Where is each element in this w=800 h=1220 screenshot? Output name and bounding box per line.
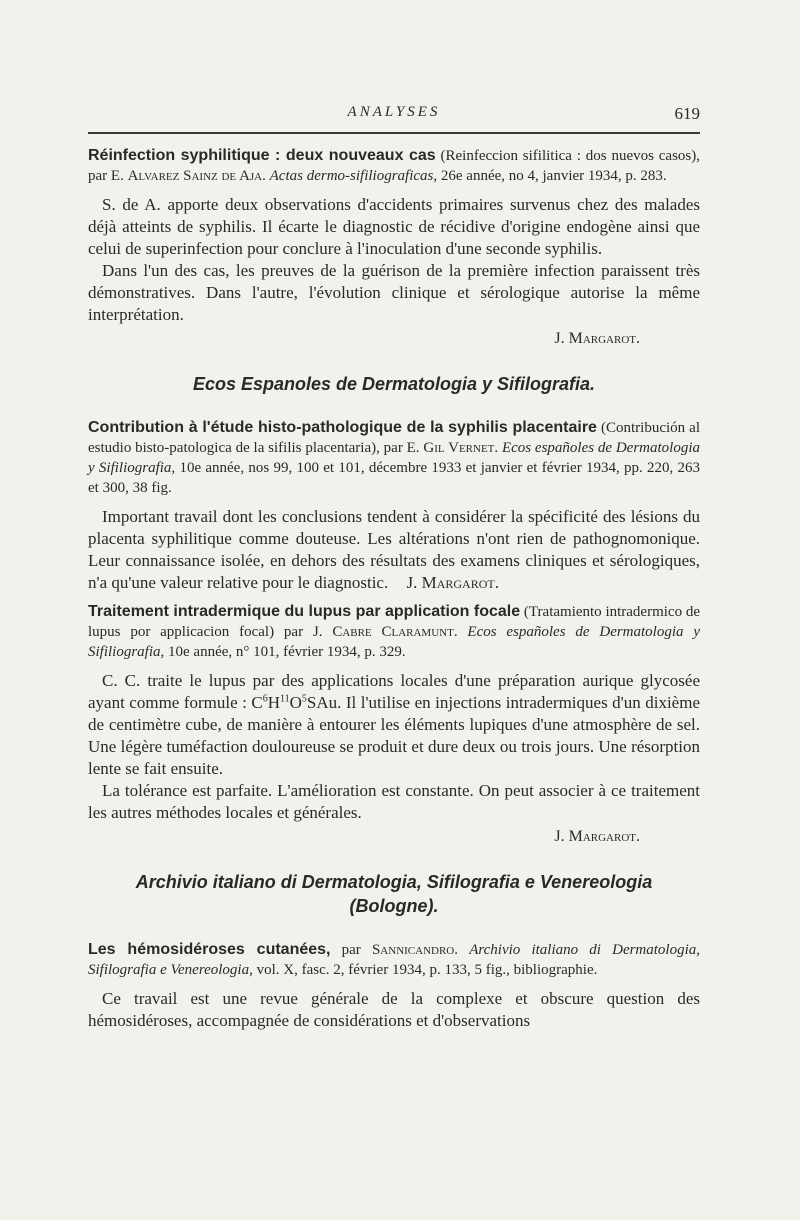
citation-text: 26e année, no 4, janvier 1934, p. 283. xyxy=(437,168,667,184)
article-1-author: Alvarez Sainz de Aja xyxy=(127,168,263,184)
article-2-paragraph-1 xyxy=(88,506,700,594)
paragraph-text: C. C. traite le lupus par des applications locales d'une préparation aurique glycosée ayant comme formule : C xyxy=(88,671,700,712)
article-4-author: Sannicandro xyxy=(371,942,455,958)
paragraph-text: SAu. Il l'utilise en injections intradermiques d'un dixième de centimètre cube, de manière à entourer les éléments lupiques d'une atmosphère de sel. Une légère tuméfaction douloureuse se produit et dure deux ou trois jours. Une résorption lente se fait ensuite. xyxy=(88,693,700,778)
formula-subscript: 6 xyxy=(262,693,268,705)
formula-element: O xyxy=(289,693,302,712)
citation-text: 10e année, n° 101, février 1934, p. 329. xyxy=(164,644,406,660)
section-heading-line: (Bologne). xyxy=(349,896,439,916)
article-4-journal: Archivio italiano di Dermatologia, Sifilografia e Venereologia, xyxy=(88,942,701,978)
running-title: ANALYSES xyxy=(347,104,441,120)
article-1-paragraph-2: Dans l'un des cas, les preuves de la guérison de la première infection paraissent très démonstratives. Dans l'autre, l'évolution clinique et sérologique autorise la même interprétation. xyxy=(88,261,700,324)
article-1-title: Réinfection syphilitique : deux nouveaux cas xyxy=(88,147,436,164)
page-content xyxy=(88,146,700,1032)
article-3-journal: Ecos españoles de Dermatologia y Sifiliografia, xyxy=(88,624,701,660)
article-3-paragraph-1 xyxy=(88,670,700,780)
article-2-title: Contribution à l'étude histo-pathologique de la syphilis placentaire xyxy=(88,419,597,436)
page-header xyxy=(88,100,700,130)
article-3-citation xyxy=(88,602,700,662)
citation-text: 10e année, nos 99, 100 et 101, décembre 1933 et janvier et février 1934, pp. 220, 263 et 300, 38 fig. xyxy=(88,460,700,496)
article-2-citation xyxy=(88,418,700,498)
citation-text: par xyxy=(330,942,372,958)
section-heading-archivio xyxy=(88,870,700,918)
signature-text: J. Margarot. xyxy=(554,330,640,347)
article-3-signature xyxy=(88,826,700,848)
citation-text: vol. X, fasc. 2, février 1934, p. 133, 5 fig., bibliographie. xyxy=(252,962,598,978)
article-4-citation xyxy=(88,940,700,980)
article-3-paragraph-2: La tolérance est parfaite. L'amélioration est constante. On peut associer à ce traitement les autres méthodes locales et générales. xyxy=(88,781,700,822)
paragraph-text: Important travail dont les conclusions tendent à considérer la spécificité des lésions du placenta syphilitique comme douteuse. Les altérations n'ont rien de pathognomonique. Leur connaissance isolée, en dehors des résultats des examens cliniques et sérologiques, n'a qu'une valeur relative pour le diagnostic. xyxy=(88,507,700,592)
article-3-author: Cabre Claramunt xyxy=(332,624,454,640)
page-number: 619 xyxy=(674,104,700,123)
citation-text: (Contribución al estudio bisto-patologica de la sifilis placentaria), par E. xyxy=(88,420,700,456)
section-heading-ecos: Ecos Espanoles de Dermatologia y Sifilografia. xyxy=(192,374,596,394)
article-1-paragraph-1: S. de A. apporte deux observations d'accidents primaires survenus chez des malades déjà atteints de syphilis. Il écarte le diagnostic de récidive d'origine endogène ainsi que celui de superinfection pour conclure à l'inoculation d'une seconde syphilis. xyxy=(88,195,700,258)
signature-text: J. Margarot. xyxy=(554,828,640,845)
header-rule xyxy=(88,132,700,134)
citation-text: . xyxy=(453,624,468,640)
article-1-citation xyxy=(88,146,700,186)
section-heading-line: Archivio italiano di Dermatologia, Sifilografia e Venereologia xyxy=(135,872,653,892)
article-4-title: Les hémosidéroses cutanées, xyxy=(88,941,331,958)
article-1-journal: Actas dermo-sifiliograficas, xyxy=(269,168,438,184)
formula-subscript: 11 xyxy=(279,693,290,705)
article-1-signature xyxy=(88,328,700,350)
citation-text: (Reinfeccion sifilitica : dos nuevos casos), par E. xyxy=(88,148,700,184)
citation-text: . xyxy=(494,440,502,456)
article-2-signature: J. Margarot. xyxy=(406,573,499,592)
article-3-title: Traitement intradermique du lupus par application focale xyxy=(88,603,521,620)
citation-text: . xyxy=(454,942,470,958)
formula-element: H xyxy=(267,693,280,712)
article-2-journal: Ecos españoles de Dermatologia y Sifiliografia, xyxy=(88,440,701,476)
citation-text: (Tratamiento intradermico de lupus por applicacion focal) par J. xyxy=(88,604,701,640)
formula-subscript: 5 xyxy=(301,693,307,705)
citation-text: . xyxy=(262,168,270,184)
article-4-paragraph-1: Ce travail est une revue générale de la complexe et obscure question des hémosidéroses, accompagnée de considérations et d'observations xyxy=(88,989,700,1030)
article-2-author: Gil Vernet xyxy=(423,440,495,456)
